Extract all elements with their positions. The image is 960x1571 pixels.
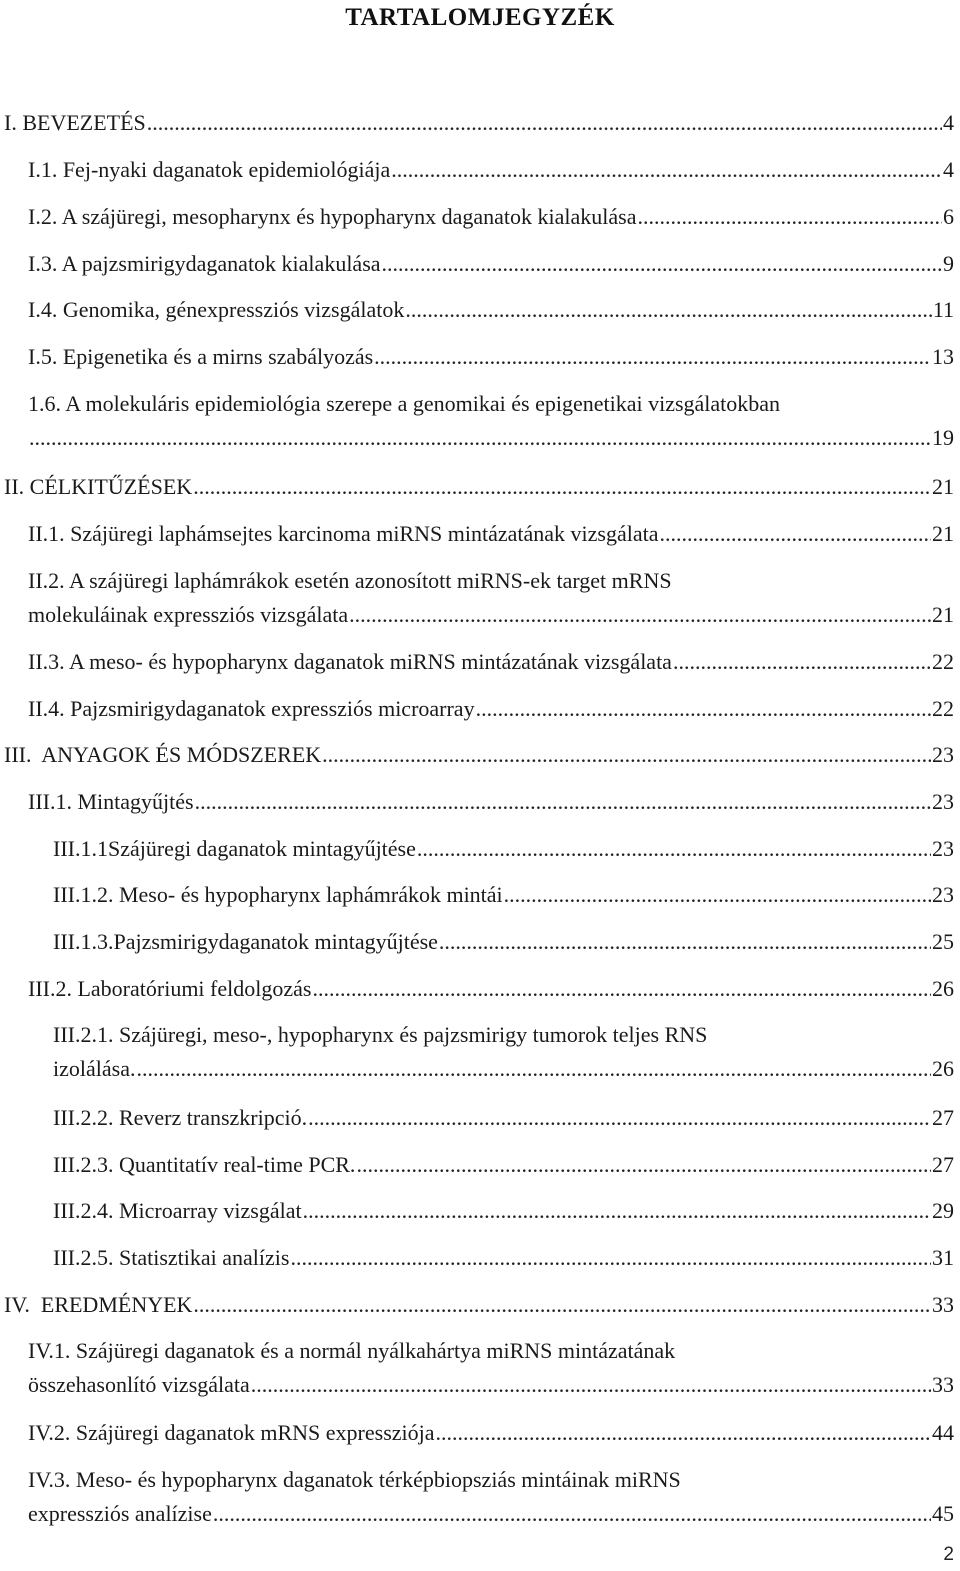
leader-dots	[659, 521, 931, 547]
toc-entry-page: 27	[932, 1152, 954, 1177]
toc-entry[interactable]	[28, 1467, 954, 1527]
toc-entry[interactable]	[28, 521, 954, 547]
toc-entry-label: expressziós analízise	[28, 1501, 212, 1526]
leader-dots	[251, 1372, 931, 1398]
toc-entry-label: III.2.3. Quantitatív real-time PCR.	[53, 1152, 356, 1177]
toc-entry-page: 6	[943, 204, 954, 229]
toc-entry[interactable]	[28, 297, 954, 323]
toc-entry-label: IV.2. Szájüregi daganatok mRNS expressziója	[28, 1420, 435, 1445]
leader-dots	[391, 157, 942, 183]
toc-entry-label: I.5. Epigenetika és a mirns szabályozás	[28, 344, 374, 369]
toc-entry-page: 23	[932, 836, 954, 861]
toc-entry[interactable]	[28, 696, 954, 722]
toc-entry[interactable]	[28, 1338, 954, 1398]
toc-entry-page: 22	[932, 649, 954, 674]
toc-entry-label: III.2.4. Microarray vizsgálat	[53, 1198, 302, 1223]
leader-dots	[356, 1152, 931, 1178]
toc-entry[interactable]	[28, 568, 954, 628]
toc-entry-page: 19	[932, 425, 954, 450]
toc-entry-page: 33	[932, 1292, 954, 1317]
toc-entry[interactable]	[28, 649, 954, 675]
leader-dots	[193, 1292, 931, 1318]
toc-entry-page: 4	[943, 110, 954, 135]
toc-entry[interactable]	[4, 1292, 954, 1318]
toc-entry-heading: 1.6. A molekuláris epidemiológia szerepe a genomikai és epigenetikai vizsgálatokban	[28, 391, 781, 416]
toc-entry[interactable]	[28, 344, 954, 370]
toc-entry[interactable]	[4, 742, 954, 768]
toc-entry-page: 23	[932, 789, 954, 814]
toc-entry[interactable]	[53, 1152, 954, 1178]
toc-entry-label: II.1. Szájüregi laphámsejtes karcinoma miRNS mintázatának vizsgálata	[28, 521, 659, 546]
toc-entry[interactable]	[53, 1022, 954, 1082]
leader-dots	[439, 929, 931, 955]
toc-entry[interactable]	[28, 789, 954, 815]
leader-dots	[312, 976, 931, 1002]
leader-dots	[303, 1198, 931, 1224]
leader-dots	[213, 1501, 931, 1527]
toc-entry-label: II. CÉLKITŰZÉSEK	[4, 474, 193, 499]
leader-dots	[322, 742, 931, 768]
leader-dots	[417, 836, 931, 862]
toc-entry[interactable]	[28, 204, 954, 230]
toc-entry-page: 23	[932, 882, 954, 907]
toc-entry-page: 26	[932, 976, 954, 1001]
toc-entry-page: 23	[932, 742, 954, 767]
toc-entry-label: IV. EREDMÉNYEK	[4, 1292, 193, 1317]
toc-entry-page: 44	[932, 1420, 954, 1445]
toc-entry-page: 25	[932, 929, 954, 954]
toc-entry-label: I.4. Genomika, génexpressziós vizsgálatok	[28, 297, 405, 322]
toc-entry-label: I.1. Fej-nyaki daganatok epidemiológiája	[28, 157, 391, 182]
leader-dots	[349, 602, 931, 628]
toc-entry-page: 21	[932, 521, 954, 546]
toc-entry-label: II.3. A meso- és hypopharynx daganatok miRNS mintázatának vizsgálata	[28, 649, 672, 674]
toc-entry-page: 27	[932, 1105, 954, 1130]
toc-entry-label: III.1.3.Pajzsmirigydaganatok mintagyűjtése	[53, 929, 438, 954]
leader-dots	[195, 789, 931, 815]
leader-dots	[504, 882, 931, 908]
toc-entry[interactable]	[28, 976, 954, 1002]
toc-entry-heading: III.2.1. Szájüregi, meso-, hypopharynx és pajzsmirigy tumorok teljes RNS	[53, 1022, 708, 1047]
toc-entry-label: III.1. Mintagyűjtés	[28, 789, 194, 814]
leader-dots	[638, 204, 942, 230]
page-number: 2	[943, 1544, 954, 1565]
toc-entry-label: III.2.2. Reverz transzkripció.	[53, 1105, 308, 1130]
leader-dots	[382, 251, 942, 277]
leader-dots	[436, 1420, 931, 1446]
toc-entry-label: I.3. A pajzsmirigydaganatok kialakulása	[28, 251, 381, 276]
leader-dots	[476, 696, 931, 722]
toc-entry-page: 26	[932, 1056, 954, 1081]
toc-entry-page: 21	[932, 474, 954, 499]
leader-dots	[308, 1105, 931, 1131]
toc-entry-page: 29	[932, 1198, 954, 1223]
toc-entry-page: 45	[932, 1501, 954, 1526]
toc-entry-label: III.2. Laboratóriumi feldolgozás	[28, 976, 312, 1001]
toc-entry-label: II.4. Pajzsmirigydaganatok expressziós microarray	[28, 696, 475, 721]
toc-entry-page: 9	[943, 251, 954, 276]
toc-entry-label: III.1.2. Meso- és hypopharynx laphámrákok mintái	[53, 882, 503, 907]
toc-entry[interactable]	[53, 929, 954, 955]
leader-dots	[136, 1056, 931, 1082]
toc-entry[interactable]	[53, 1105, 954, 1131]
toc-entry-page: 13	[932, 344, 954, 369]
toc-entry-heading: IV.1. Szájüregi daganatok és a normál nyálkahártya miRNS mintázatának	[28, 1338, 676, 1363]
toc-entry-page: 4	[943, 157, 954, 182]
toc-entry-heading: IV.3. Meso- és hypopharynx daganatok térképbiopsziás mintáinak miRNS	[28, 1467, 681, 1492]
toc-entry-page: 21	[932, 602, 954, 627]
toc-entry-page: 33	[932, 1372, 954, 1397]
toc-entry[interactable]	[28, 157, 954, 183]
toc-entry[interactable]	[53, 882, 954, 908]
toc-entry-page: 22	[932, 696, 954, 721]
toc-entry-label: izolálása.	[53, 1056, 136, 1081]
toc-entry-label: összehasonlító vizsgálata	[28, 1372, 250, 1397]
toc-entry[interactable]	[28, 391, 954, 451]
leader-dots	[147, 110, 942, 136]
toc-entry-label: molekuláinak expressziós vizsgálata	[28, 602, 349, 627]
toc-entry-page: 31	[932, 1245, 954, 1270]
toc-entry-label: III.1.1Szájüregi daganatok mintagyűjtése	[53, 836, 416, 861]
toc-entry[interactable]	[4, 474, 954, 500]
leader-dots	[374, 344, 931, 370]
toc-entry[interactable]	[28, 251, 954, 277]
toc-title: TARTALOMJEGYZÉK	[345, 4, 615, 31]
toc-entry[interactable]	[53, 1198, 954, 1224]
leader-dots	[29, 425, 931, 451]
leader-dots	[193, 474, 931, 500]
leader-dots	[405, 297, 931, 323]
toc-entry[interactable]	[53, 1245, 954, 1271]
leader-dots	[673, 649, 931, 675]
toc-entry[interactable]	[53, 836, 954, 862]
toc-entry-label: I. BEVEZETÉS	[4, 110, 146, 135]
toc-entry-label: III. ANYAGOK ÉS MÓDSZEREK	[4, 742, 322, 767]
toc-entry[interactable]	[4, 110, 954, 136]
leader-dots	[290, 1245, 931, 1271]
toc-entry-heading: II.2. A szájüregi laphámrákok esetén azonosított miRNS-ek target mRNS	[28, 568, 672, 593]
toc-entry-page: 11	[932, 297, 954, 322]
toc-entry-label: III.2.5. Statisztikai analízis	[53, 1245, 290, 1270]
toc-entry-label: I.2. A szájüregi, mesopharynx és hypopharynx daganatok kialakulása	[28, 204, 637, 229]
toc-entry[interactable]	[28, 1420, 954, 1446]
